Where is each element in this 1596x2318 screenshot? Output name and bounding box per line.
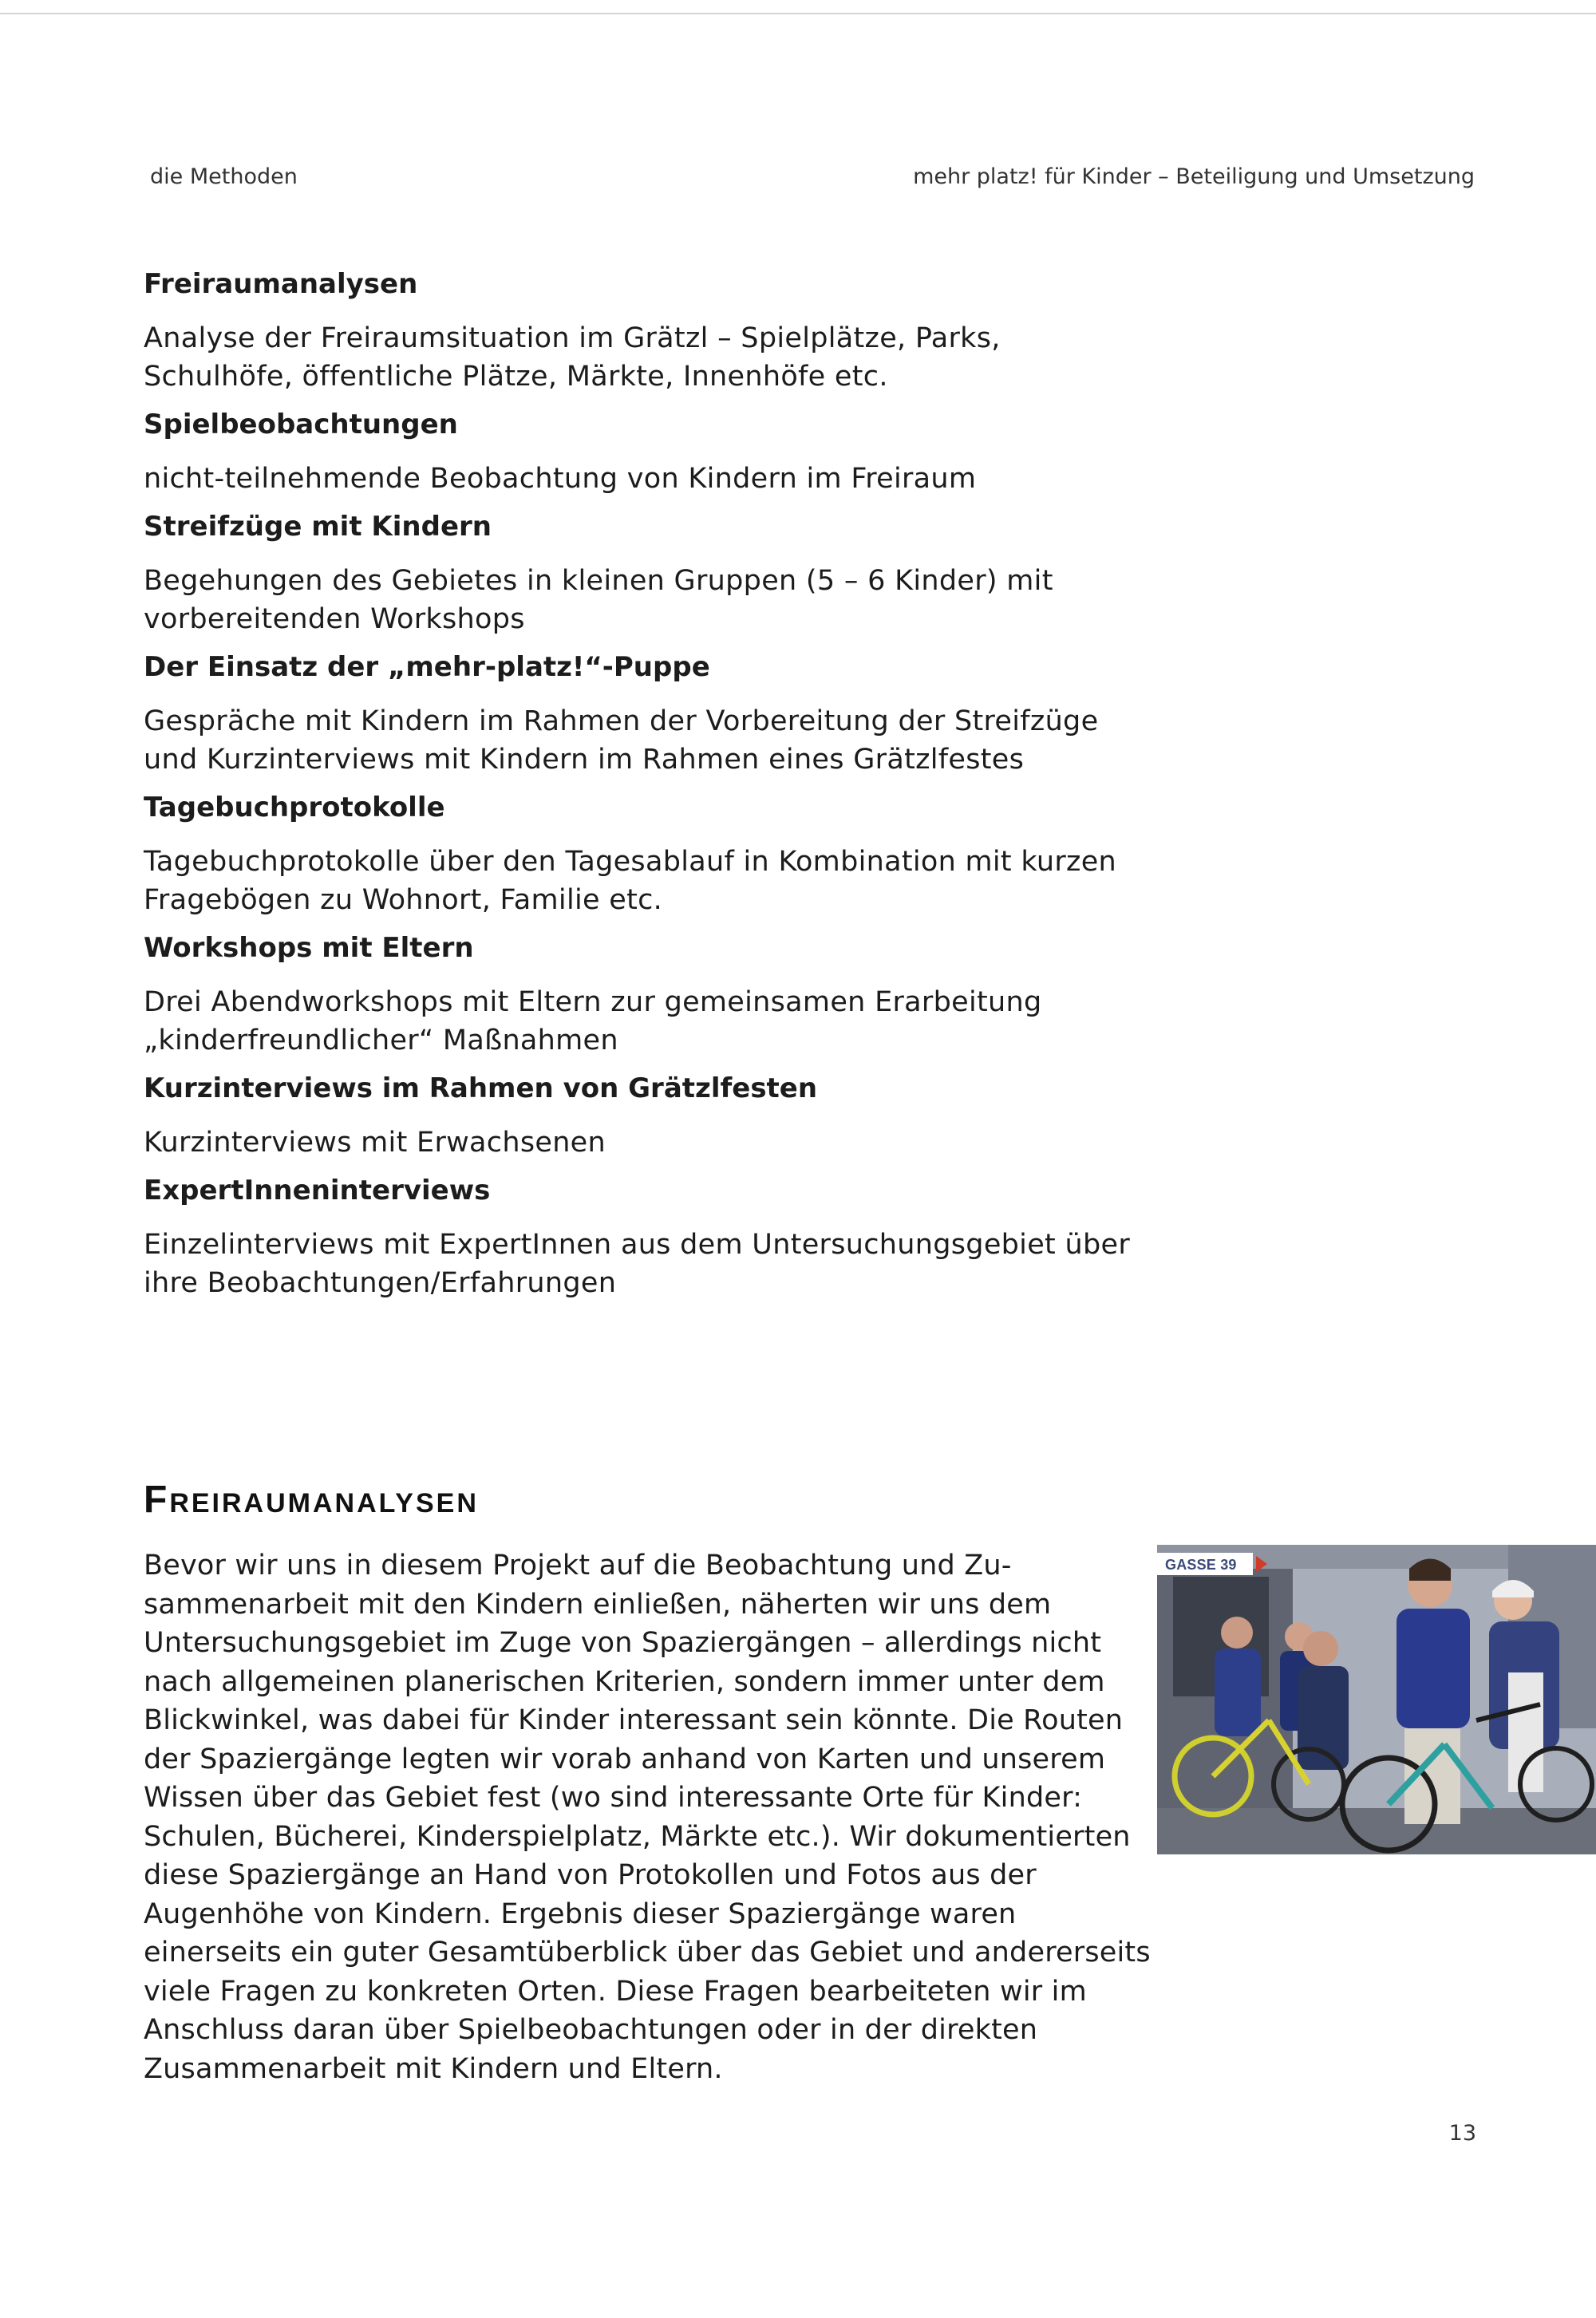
method-title: Freiraumanalysen [144, 268, 418, 300]
method-description: Gespräche mit Kindern im Rahmen der Vorbereitung der Streifzüge und Kurzinterviews mit Kindern im Rahmen eines Grätzlfestes [144, 705, 1099, 776]
method-title: Streifzüge mit Kindern [144, 511, 492, 543]
method-item [144, 265, 1149, 396]
top-rule [0, 13, 1596, 14]
method-description: Begehungen des Gebietes in kleinen Gruppen (5 – 6 Kinder) mit vorbereitenden Workshops [144, 565, 1053, 635]
method-description: Kurzinterviews mit Erwachsenen [144, 1127, 606, 1159]
children-with-bicycles-photo [1157, 1545, 1596, 1854]
method-title: Workshops mit Eltern [144, 932, 474, 964]
photo-illustration [1157, 1545, 1596, 1854]
street-sign-text: GASSE 39 [1165, 1557, 1237, 1573]
method-item [144, 929, 1149, 1060]
method-description: Drei Abendworkshops mit Eltern zur gemeinsamen Erarbeitung „kinderfreundlicher“ Maßnahmen [144, 986, 1042, 1056]
section-paragraph: Bevor wir uns in diesem Projekt auf die Beobachtung und Zusammenarbeit mit den Kindern einließen, näherten wir uns dem Untersuchungsgebiet im Zuge von Spaziergängen – allerdings nicht nach allgemeinen planerischen Kriterien, sondern immer unter dem Blickwinkel, was dabei für Kinder interessant sein könnte. Die Routen der Spaziergänge legten wir vorab anhand von Karten und unserem Wissen über das Gebiet fest (wo sind interessante Orte für Kinder: Schulen, Bücherei, Kinderspielplatz, Märkte etc.). Wir dokumentierten diese Spaziergänge an Hand von Protokollen und Fotos aus der Augenhöhe von Kindern. Ergebnis dieser Spaziergänge waren einerseits ein guter Gesamtüberblick über das Gebiet und andererseits viele Fragen zu konkreten Orten. Diese Fragen bearbeiteten wir im Anschluss daran über Spielbeobachtungen oder in der direkten Zusammenarbeit mit Kindern und Eltern. [144, 1550, 1151, 2085]
running-header-left: die Methoden [150, 164, 298, 189]
method-description: Analyse der Freiraumsituation im Grätzl – Spielplätze, Parks, Schulhöfe, öffentliche Plätze, Märkte, Innenhöfe etc. [144, 322, 1001, 393]
method-description: nicht-teilnehmende Beobachtung von Kindern im Freiraum [144, 463, 977, 495]
method-item [144, 788, 1149, 919]
method-item [144, 1171, 1149, 1302]
method-item [144, 1069, 1149, 1162]
method-item [144, 405, 1149, 498]
method-title: Kurzinterviews im Rahmen von Grätzlfesten [144, 1072, 818, 1104]
method-item [144, 648, 1149, 779]
method-title: Tagebuchprotokolle [144, 792, 445, 823]
method-title: ExpertInneninterviews [144, 1175, 491, 1206]
method-description: Einzelinterviews mit ExpertInnen aus dem Untersuchungsgebiet über ihre Beobachtungen/Erfahrungen [144, 1229, 1131, 1299]
method-title: Der Einsatz der „mehr-platz!“-Puppe [144, 651, 710, 683]
running-header-right: mehr platz! für Kinder – Beteiligung und Umsetzung [913, 164, 1475, 189]
section-heading: Freiraumanalysen [144, 1479, 479, 1521]
methods-list [144, 265, 1149, 1312]
page-number: 13 [1448, 2121, 1476, 2146]
method-title: Spielbeobachtungen [144, 409, 458, 440]
method-item [144, 507, 1149, 638]
method-description: Tagebuchprotokolle über den Tagesablauf in Kombination mit kurzen Fragebögen zu Wohnort, Familie etc. [144, 846, 1117, 916]
section-body [144, 1546, 1237, 2088]
